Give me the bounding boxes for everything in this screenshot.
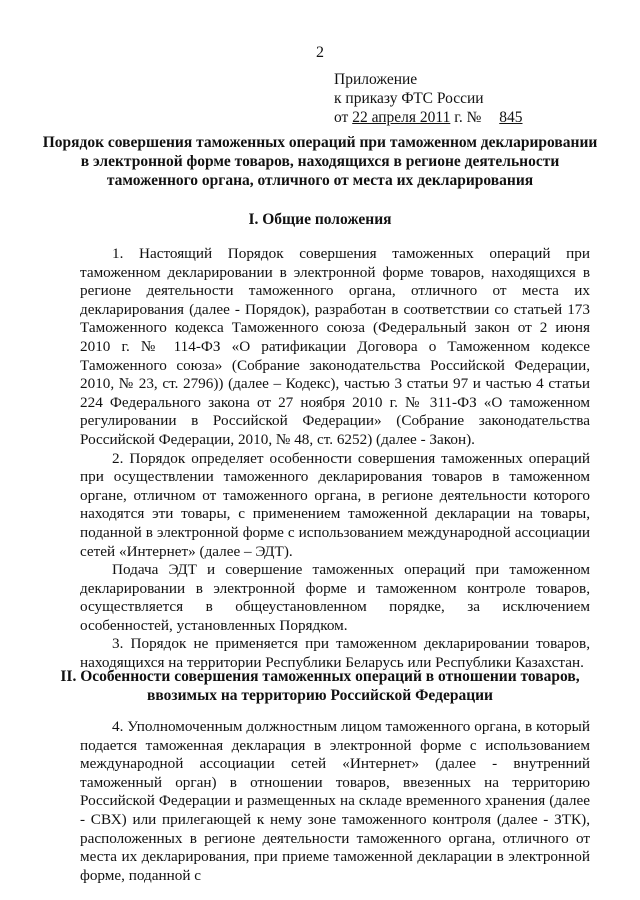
paragraph-2-continued: Подача ЭДТ и совершение таможенных операций при таможенном декларировании в электронной форме и таможенном контроле товаров, осуществляется в общеустановленном порядке, за исключением особенностей, установленных Порядком. — [80, 561, 590, 634]
order-number: 845 — [499, 109, 523, 126]
paragraph-2: 2. Порядок определяет особенности совершения таможенных операций при осуществлении таможенного декларирования товаров в таможенном органе, отличном от таможенного органа, в регионе деятельности которого находятся эти товары, с применением таможенной декларации на товары, поданной в электронной форме с использованием международной ассоциации сетей «Интернет» (далее – ЭДТ). — [80, 449, 590, 560]
section-2-heading: II. Особенности совершения таможенных операций в отношении товаров, ввозимых на территорию Российской Федерации — [60, 668, 580, 704]
number-label: № — [466, 109, 482, 126]
appendix-date-line — [334, 108, 541, 127]
year-suffix: г. — [454, 109, 463, 126]
page-number: 2 — [316, 44, 324, 61]
paragraph-3: 3. Порядок не применяется при таможенном декларировании товаров, находящихся на территории Республики Беларусь или Республики Казахстан. — [80, 635, 590, 672]
document-title: Порядок совершения таможенных операций при таможенном декларировании в электронной форме товаров, находящихся в регионе деятельности таможенного органа, отличного от места их декларирования — [42, 134, 598, 189]
section-1-heading: I. Общие положения — [248, 211, 392, 228]
paragraph-1: 1. Настоящий Порядок совершения таможенных операций при таможенном декларировании в электронной форме товаров, находящихся в регионе деятельности таможенного органа, отличного от места их декларирования (далее - Порядок), разработан в соответствии со статьей 173 Таможенного кодекса Таможенного союза (Федеральный закон от 2 июня 2010 г. № 114-ФЗ «О ратификации Договора о Таможенном кодексе Таможенного союза» (Собрание законодательства Российской Федерации, 2010, № 23, ст. 2796)) (далее – Кодекс), частью 3 статьи 97 и частью 4 статьи 224 Федерального закона от 27 ноября 2010 г. № 311-ФЗ «О таможенном регулировании в Российской Федерации» (Собрание законодательства Российской Федерации, 2010, № 48, ст. 6252) (далее - Закон). — [80, 245, 590, 448]
paragraph-4: 4. Уполномоченным должностным лицом таможенного органа, в который подается таможенная декларация в электронной форме с использованием международной ассоциации сетей «Интернет» (далее - внутренний таможенный орган) в отношении товаров, ввезенных на территорию Российской Федерации и размещенных на складе временного хранения (далее - СВХ) или прилегающей к нему зоне таможенного контроля (далее - ЗТК), расположенных в регионе деятельности таможенного органа, отличного от места их декларирования, при приеме таможенной декларации в электронной форме, поданной с — [80, 718, 590, 884]
appendix-line-1: Приложение — [334, 71, 418, 88]
appendix-line-2: к приказу ФТС России — [334, 90, 484, 107]
order-date: 22 апреля 2011 — [352, 109, 451, 126]
section-2-body — [80, 718, 590, 885]
section-1-body — [80, 245, 590, 673]
date-prefix: от — [334, 109, 349, 126]
appendix-block — [334, 70, 541, 127]
